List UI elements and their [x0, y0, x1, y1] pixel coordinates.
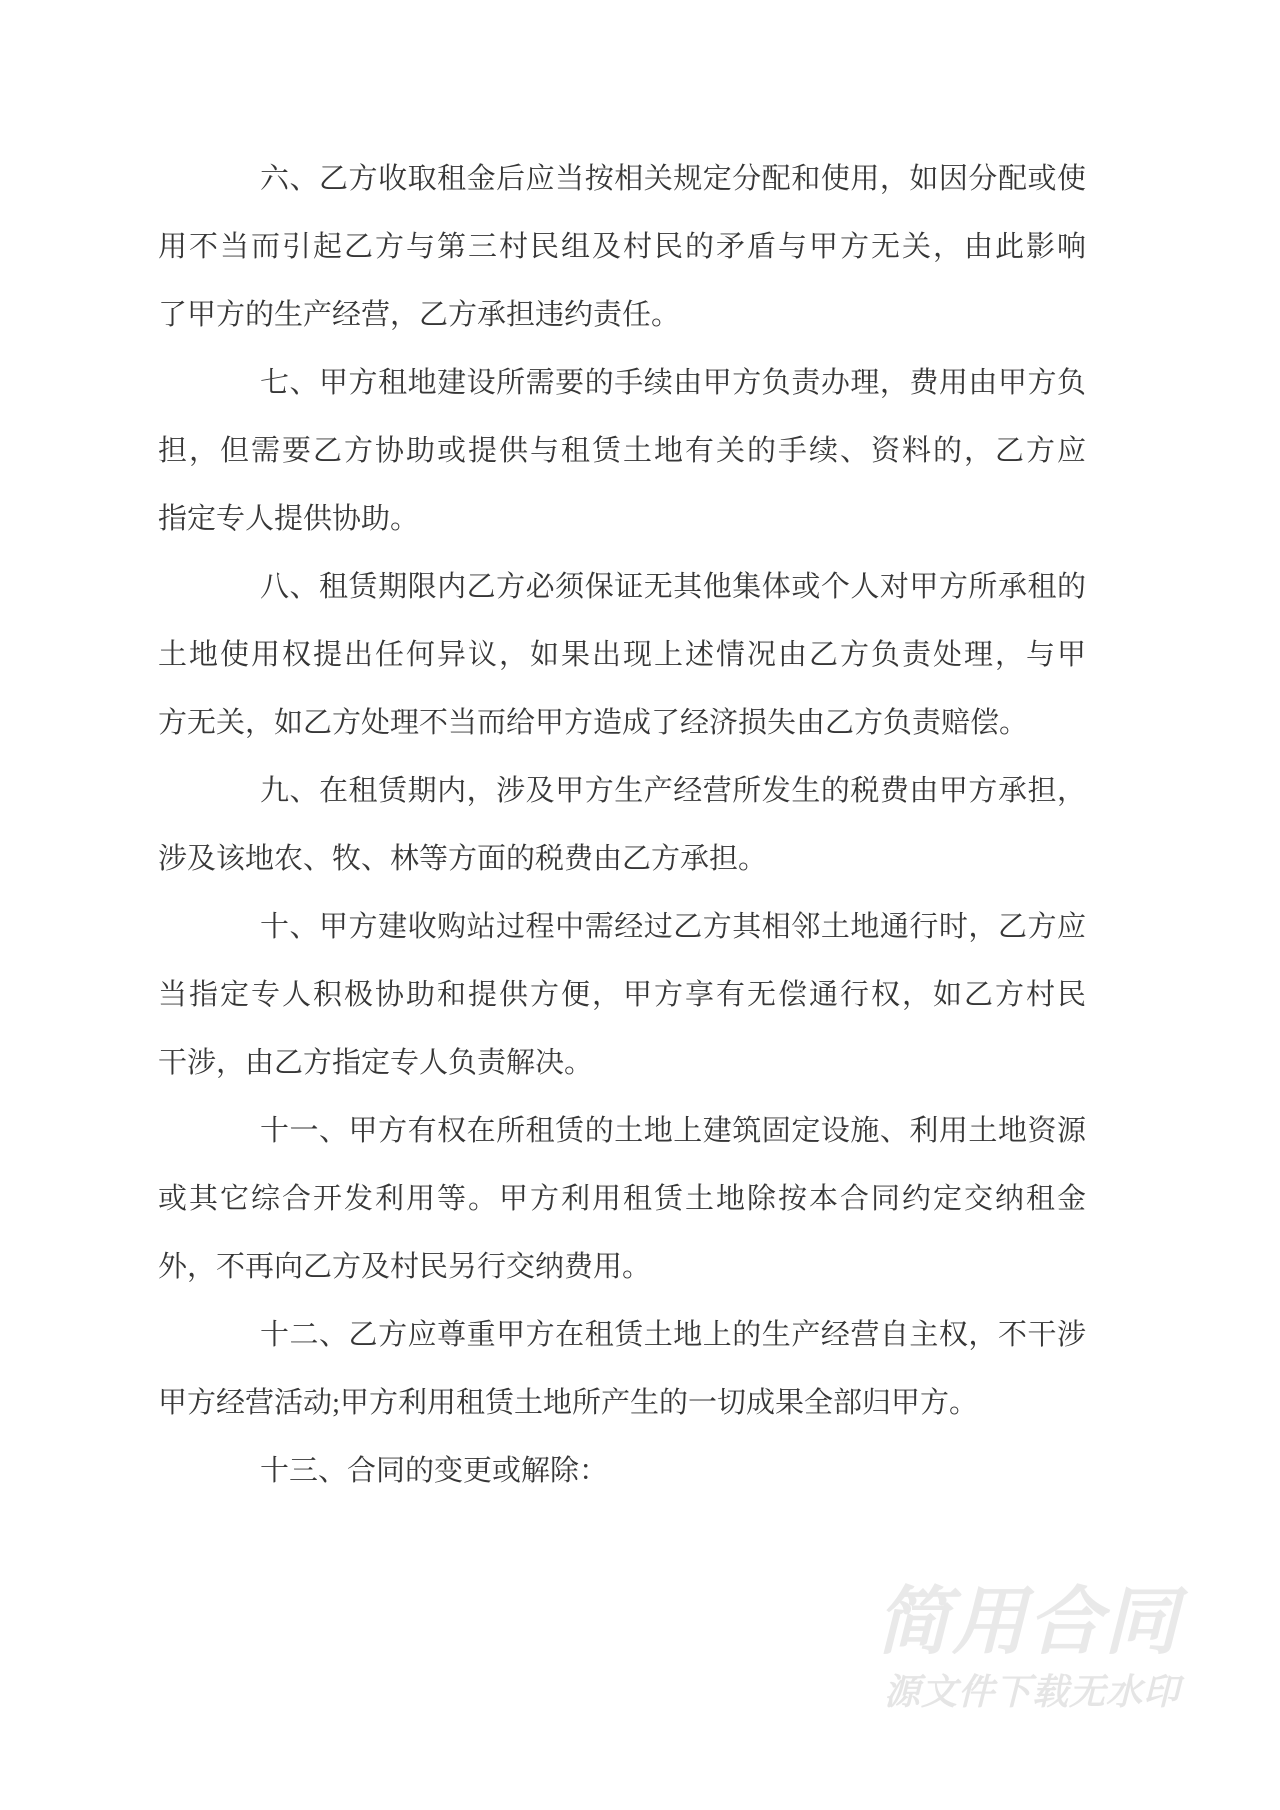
- contract-line: 指定专人提供协助。: [158, 503, 420, 535]
- contract-line: 六、乙方收取租金后应当按相关规定分配和使用，如因分配或使: [260, 163, 1086, 195]
- contract-line: 十、甲方建收购站过程中需经过乙方其相邻土地通行时，乙方应: [260, 911, 1086, 943]
- contract-line: 甲方经营活动;甲方利用租赁土地所产生的一切成果全部归甲方。: [158, 1387, 979, 1419]
- watermark-subtitle: 源文件下载无水印: [883, 1671, 1180, 1712]
- contract-line: 外，不再向乙方及村民另行交纳费用。: [158, 1251, 652, 1283]
- contract-line: 干涉，由乙方指定专人负责解决。: [158, 1047, 594, 1079]
- contract-line: 七、甲方租地建设所需要的手续由甲方负责办理，费用由甲方负: [260, 367, 1086, 399]
- contract-body: [158, 145, 1086, 1505]
- contract-line: 当指定专人积极协助和提供方便，甲方享有无偿通行权，如乙方村民: [158, 979, 1086, 1011]
- contract-line: 八、租赁期限内乙方必须保证无其他集体或个人对甲方所承租的: [260, 571, 1086, 603]
- watermark: [876, 1580, 1180, 1712]
- contract-line: 或其它综合开发利用等。甲方利用租赁土地除按本合同约定交纳租金: [158, 1183, 1086, 1215]
- contract-line: 担，但需要乙方协助或提供与租赁土地有关的手续、资料的，乙方应: [158, 435, 1086, 467]
- contract-line: 涉及该地农、牧、林等方面的税费由乙方承担。: [158, 843, 768, 875]
- contract-line: 九、在租赁期内，涉及甲方生产经营所发生的税费由甲方承担，: [260, 775, 1086, 807]
- contract-line: 十二、乙方应尊重甲方在租赁土地上的生产经营自主权，不干涉: [260, 1319, 1086, 1351]
- contract-line: 用不当而引起乙方与第三村民组及村民的矛盾与甲方无关，由此影响: [158, 231, 1086, 263]
- contract-line: 土地使用权提出任何异议，如果出现上述情况由乙方负责处理，与甲: [158, 639, 1086, 671]
- watermark-title: 简用合同: [876, 1580, 1180, 1663]
- contract-line: 十一、甲方有权在所租赁的土地上建筑固定设施、利用土地资源: [260, 1115, 1086, 1147]
- contract-line: 十三、合同的变更或解除：: [260, 1455, 609, 1487]
- contract-line: 方无关，如乙方处理不当而给甲方造成了经济损失由乙方负责赔偿。: [158, 707, 1029, 739]
- contract-line: 了甲方的生产经营，乙方承担违约责任。: [158, 299, 681, 331]
